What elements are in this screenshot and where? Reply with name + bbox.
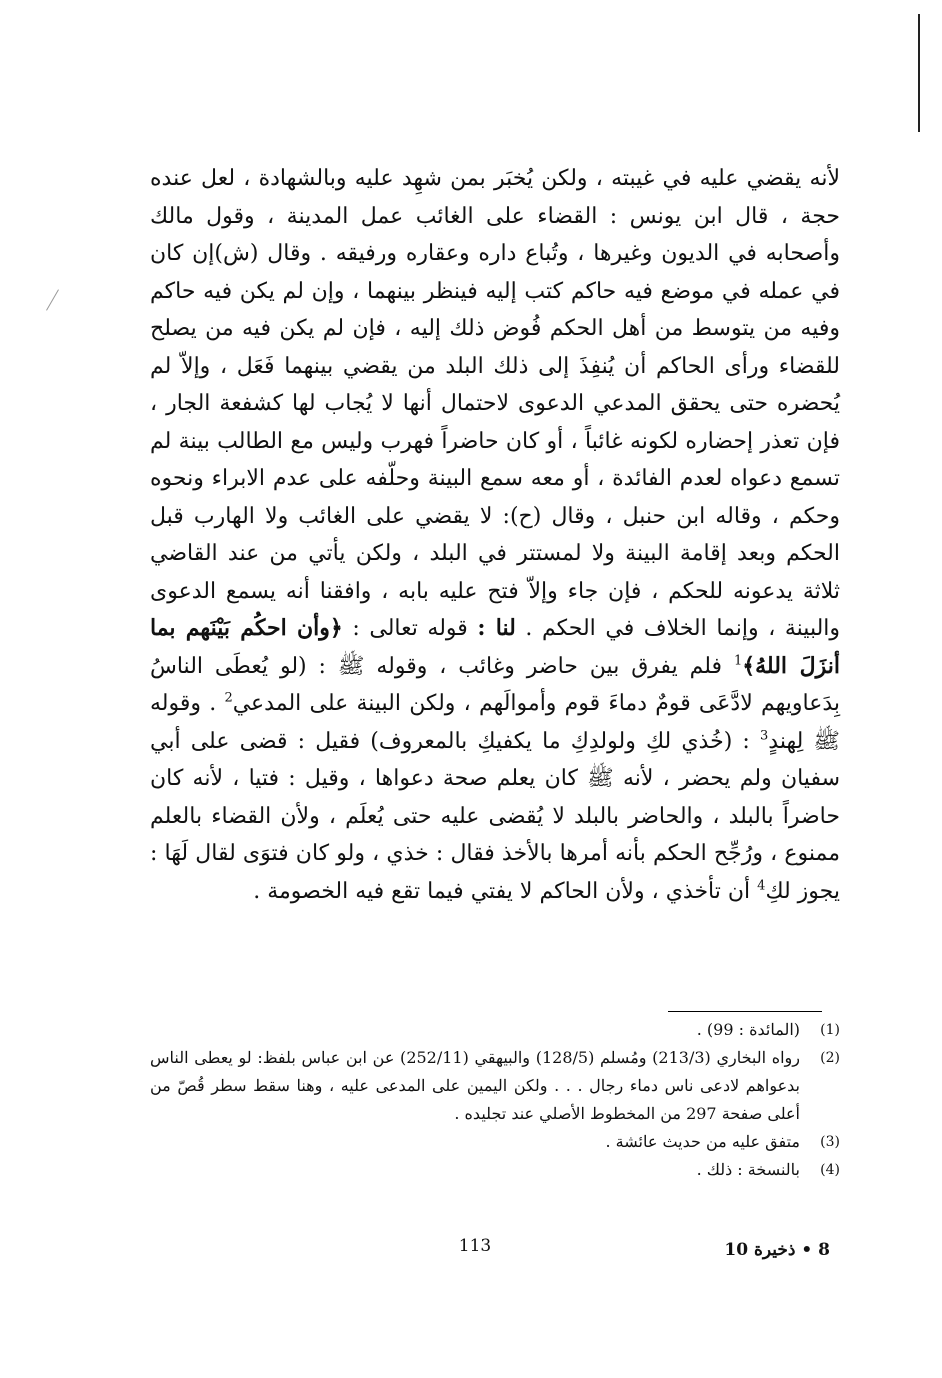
- footnote-text: متفق عليه من حديث عائشة .: [605, 1132, 800, 1151]
- lana-label: لنا :: [477, 615, 516, 641]
- footnote-text: رواه البخاري (213/3) ومُسلم (128/5) والبيهقي (252/11) عن ابن عباس بلفظ: لو يعطى الناس بدعواهم لادعى ناس دماء رجال . . . ولكن اليمين على المدعى عليه ، وهنا سقط سطر قُصّ من أعلى صفحة 297 من المخطوط الأصلي عند تجليده .: [150, 1048, 801, 1123]
- margin-mark: [46, 289, 59, 310]
- page-edge-line: [918, 14, 920, 132]
- footnote-ref-4[interactable]: 4: [757, 878, 766, 894]
- text-segment-d: أن تأخذي ، ولأن الحاكم لا يفتي فيما تقع فيه الخصومة .: [253, 878, 751, 904]
- footnote-text: (المائدة : 99) .: [696, 1020, 800, 1039]
- footnote-3: [150, 1128, 840, 1156]
- footnote-2: [150, 1044, 840, 1128]
- paragraph-text: لأنه يقضي عليه في غيبته ، ولكن يُخبَر بمن شهِد عليه وبالشهادة ، لعل عنده حجة ، قال ابن يونس : القضاء على الغائب عمل المدينة ، وقول مالك وأصحابه في الديون وغيرها ، وتُباع داره وعقاره ورفيقه . وقال (ش)إن كان في عمله في موضع فيه حاكم كتب إليه فينظر بينهما ، وإن لم يكن فيه حاكم وفيه من يتوسط من أهل الحكم فُوض ذلك إليه ، فإن لم يكن فيه من يصلح للقضاء ورأى الحاكم أن يُنفِذَ إلى ذلك البلد من يقضي بينهما فَعَل ، وإلاّ لم يُحضره حتى يحقق المدعي الدعوى لاحتمال أنها لا يُجاب لها كشفعة الجار ، فإن تعذر إحضاره لكونه غائباً ، أو كان حاضراً فهرب وليس مع الطالب بينة لم تسمع دعواه لعدم الفائدة ، أو معه سمع البينة وحلّفه على عدم الابراء ونحوه وحكم ، وقاله ابن حنبل ، وقال (ح): لا يقضي على الغائب ولا الهارب قبل الحكم وبعد إقامة البينة ولا لمستتر في البلد ، ولكن يأتي من عند القاضي ثلاثة يدعونه للحكم ، فإن جاء وإلاّ فتح عليه بابه ، وافقنا أنه يسمع الدعوى والبينة ، وإنما الخلاف في الحكم .: [150, 166, 841, 641]
- footnote-ref-3[interactable]: 3: [759, 728, 769, 744]
- footnotes: [150, 1016, 840, 1184]
- footnote-number: (2): [820, 1050, 840, 1066]
- text-segment-b: . وقوله ﷺ لِهندٍ: [150, 691, 841, 754]
- footnote-number: (4): [820, 1162, 840, 1178]
- footnote-ref-1[interactable]: 1: [733, 653, 743, 669]
- footnote-ref-2[interactable]: 2: [224, 690, 233, 706]
- footnote-text: بالنسخة : ذلك .: [696, 1160, 800, 1179]
- footnote-divider: [668, 1011, 822, 1012]
- footnote-number: (3): [820, 1134, 840, 1150]
- footnote-1: [150, 1016, 840, 1044]
- page-body: [150, 160, 840, 910]
- page-number: 113: [458, 1236, 492, 1256]
- main-paragraph: [150, 160, 840, 910]
- signature-mark: 8 • ذخيرة 10: [724, 1240, 830, 1260]
- text-segment-c: : (خُذي لكِ ولولدِكِ ما يكفيكِ بالمعروف) فقيل : قضى على أبي سفيان ولم يحضر ، لأنه ﷺ كان يعلم صحة دعواها ، وقيل : فتيا ، لأنه كان حاضراً بالبلد ، والحاضر بالبلد لا يُقضى عليه حتى يُعلَم ، ولأن القضاء بالعلم ممنوع ، ورُجِّح الحكم بأنه أمرها بالأخذ فقال : خذي ، ولو كان فتوَى لقال لَهَا : يجوز لكِ: [150, 728, 840, 904]
- footnote-number: (1): [820, 1022, 840, 1038]
- verse-intro: قوله تعالى :: [352, 616, 468, 641]
- text-segment-a: فلم يفرق بين حاضر وغائب ، وقوله ﷺ : (لو يُعطَى الناسُ بِدَعاويهم لادَّعَى قومٌ دماءَ قوم وأموالَهم ، ولكن البينة على المدعي: [150, 653, 840, 716]
- footnote-4: [150, 1156, 840, 1184]
- quran-verse: ﴿وأن احكُم بَيْنَهم بما أنزَلَ اللهُ﴾: [150, 615, 840, 679]
- main-text: [150, 160, 840, 910]
